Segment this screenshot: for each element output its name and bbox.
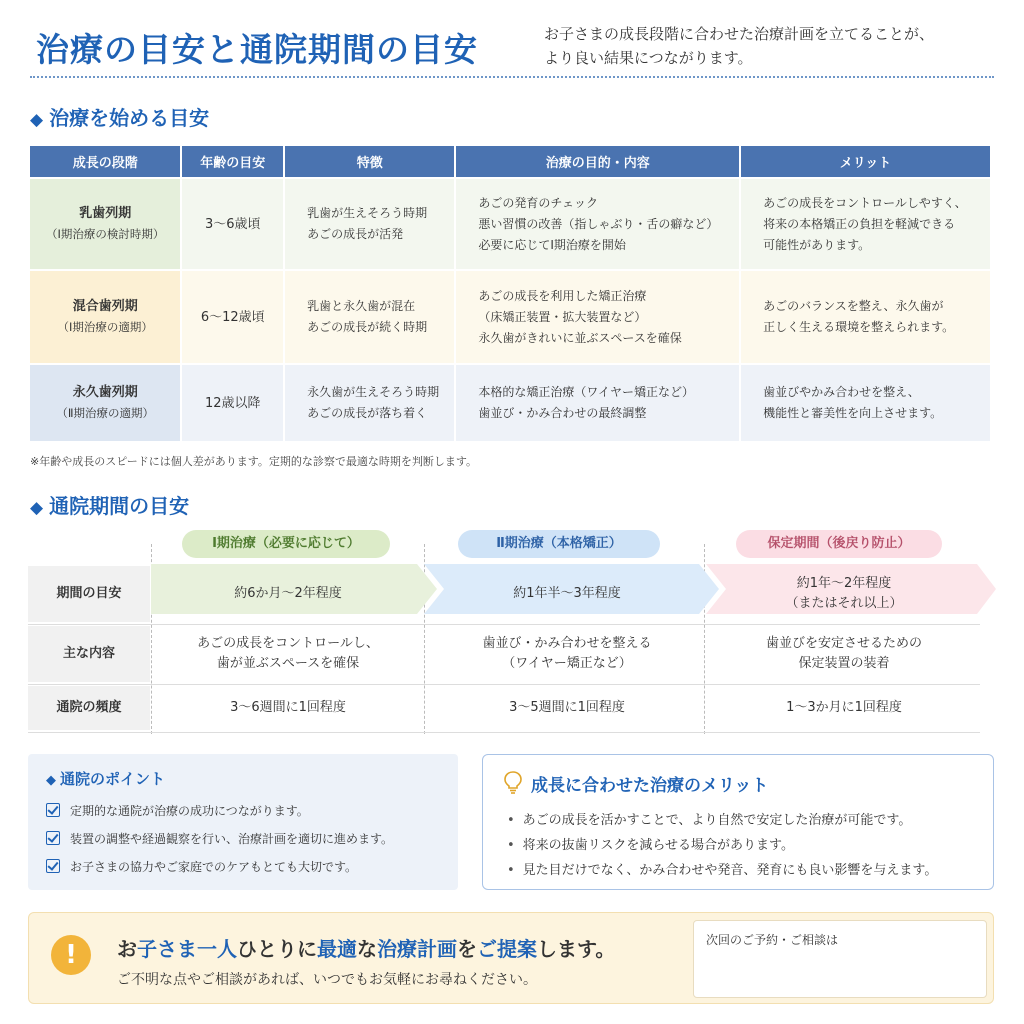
footer-text: 治療計画 bbox=[377, 937, 457, 961]
footer-text: 一人 bbox=[197, 937, 237, 961]
column-header: 成長の段階 bbox=[30, 146, 180, 177]
feature-cell: 永久歯が生えそろう時期 あごの成長が落ち着く bbox=[285, 365, 454, 441]
footer-text: ひとりに bbox=[237, 937, 317, 961]
intro-line-1: お子さまの成長段階に合わせた治療計画を立てることが、 bbox=[544, 25, 935, 43]
column-header: 特徴 bbox=[285, 146, 454, 177]
row-label-frequency: 通院の頻度 bbox=[28, 686, 150, 730]
merit-cell: あごの成長をコントロールしやすく、 将来の本格矯正の負担を軽減できる 可能性があります。 bbox=[741, 179, 990, 269]
section-title-start-text: 治療を始める目安 bbox=[49, 106, 210, 130]
footer-text: 子さま bbox=[137, 937, 197, 961]
list-item-text: 装置の調整や経過観察を行い、治療計画を適切に進めます。 bbox=[70, 832, 394, 846]
stage-sub: （Ⅰ期治療の検討時期） bbox=[46, 227, 165, 241]
section-title-period bbox=[30, 490, 189, 519]
content-phase-1: あごの成長をコントロールし、 歯が並ぶスペースを確保 bbox=[197, 636, 379, 671]
list-item-text: 定期的な通院が治療の成功につながります。 bbox=[70, 804, 309, 818]
purpose-cell: 本格的な矯正治療（ワイヤー矯正など） 歯並び・かみ合わせの最終調整 bbox=[456, 365, 739, 441]
divider bbox=[28, 684, 980, 685]
age-cell: 12歳以降 bbox=[182, 365, 283, 441]
list-item: • 将来の抜歯リスクを減らせる場合があります。 bbox=[507, 834, 794, 853]
content-phase-3: 歯並びを安定させるための 保定装置の装着 bbox=[765, 636, 922, 671]
feature-cell: 乳歯と永久歯が混在 あごの成長が続く時期 bbox=[285, 271, 454, 363]
table-row bbox=[30, 365, 990, 441]
footer-text: な bbox=[357, 937, 377, 961]
reservation-label: 次回のご予約・ご相談は bbox=[706, 933, 839, 947]
list-item: • 見た目だけでなく、かみ合わせや発音、発育にも良い影響を与えます。 bbox=[507, 859, 937, 878]
footer-subtext: ご不明な点やご相談があれば、いつでもお気軽にお尋ねください。 bbox=[117, 972, 537, 988]
list-item-text: お子さまの協力やご家庭でのケアもとても大切です。 bbox=[70, 860, 358, 874]
checkbox-icon bbox=[46, 831, 60, 845]
divider bbox=[28, 732, 980, 733]
visit-points-title bbox=[46, 768, 165, 789]
diamond-icon: ◆ bbox=[30, 498, 44, 518]
purpose-cell: あごの発育のチェック 悪い習慣の改善（指しゃぶり・舌の癖など） 必要に応じてⅠ期治療を開始 bbox=[456, 179, 739, 269]
checkbox-icon bbox=[46, 859, 60, 873]
feature-cell: 乳歯が生えそろう時期 あごの成長が活発 bbox=[285, 179, 454, 269]
table-row bbox=[30, 271, 990, 363]
table-header-row bbox=[30, 146, 990, 177]
phase-pill-3: 保定期間（後戻り防止） bbox=[736, 530, 942, 558]
merits-title: 成長に合わせた治療のメリット bbox=[531, 776, 769, 796]
checkbox-icon bbox=[46, 803, 60, 817]
visit-points-title-text: 通院のポイント bbox=[60, 770, 166, 788]
merit-cell: 歯並びやかみ合わせを整え、 機能性と審美性を向上させます。 bbox=[741, 365, 990, 441]
stage-sub: （Ⅱ期治療の適期） bbox=[56, 406, 155, 420]
duration-phase-1: 約6か月～2年程度 bbox=[234, 586, 342, 601]
list-item bbox=[46, 858, 357, 875]
section-title-start bbox=[30, 102, 209, 131]
stage-cell bbox=[30, 271, 180, 363]
footer-message bbox=[117, 933, 615, 962]
duration-phase-2: 約1年半～3年程度 bbox=[513, 586, 621, 601]
row-label-content: 主な内容 bbox=[28, 626, 150, 682]
period-timeline bbox=[28, 524, 996, 734]
visit-points-box bbox=[28, 754, 458, 890]
page-title: 治療の目安と通院期間の目安 bbox=[36, 30, 478, 69]
stage-sub: （Ⅰ期治療の適期） bbox=[57, 320, 153, 334]
section-title-period-text: 通院期間の目安 bbox=[49, 494, 190, 518]
diamond-icon: ◆ bbox=[30, 110, 44, 130]
list-item: • あごの成長を活かすことで、より自然で安定した治療が可能です。 bbox=[507, 809, 911, 828]
intro-text bbox=[544, 22, 1004, 70]
phase-pill-2: Ⅱ期治療（本格矯正） bbox=[458, 530, 660, 558]
age-cell: 6～12歳頃 bbox=[182, 271, 283, 363]
frequency-phase-2: 3～5週間に1回程度 bbox=[509, 700, 625, 715]
stage-name: 乳歯列期 bbox=[79, 206, 132, 221]
frequency-phase-3: 1～3か月に1回程度 bbox=[786, 700, 902, 715]
page-header bbox=[36, 18, 996, 80]
list-item bbox=[46, 830, 393, 847]
reservation-box[interactable] bbox=[693, 920, 987, 998]
content-phase-2: 歯並び・かみ合わせを整える （ワイヤー矯正など） bbox=[482, 636, 652, 671]
footer-text: お bbox=[117, 937, 137, 961]
footer-text: します。 bbox=[537, 937, 616, 961]
stage-cell bbox=[30, 179, 180, 269]
footer-banner bbox=[28, 912, 994, 1004]
table-row bbox=[30, 179, 990, 269]
column-header: 治療の目的・内容 bbox=[456, 146, 739, 177]
phase-pill-1: Ⅰ期治療（必要に応じて） bbox=[182, 530, 390, 558]
table-note: ※年齢や成長のスピードには個人差があります。定期的な診察で最適な時期を判断します。 bbox=[30, 455, 478, 468]
stage-name: 混合歯列期 bbox=[72, 299, 138, 314]
diamond-icon: ◆ bbox=[46, 773, 56, 788]
stage-name: 永久歯列期 bbox=[72, 385, 138, 400]
divider bbox=[28, 624, 980, 625]
frequency-phase-1: 3～6週間に1回程度 bbox=[230, 700, 346, 715]
lightbulb-icon bbox=[503, 770, 523, 794]
exclamation-icon: ! bbox=[51, 935, 91, 975]
stage-cell bbox=[30, 365, 180, 441]
footer-text: ご提案 bbox=[477, 937, 537, 961]
purpose-cell: あごの成長を利用した矯正治療 （床矯正装置・拡大装置など） 永久歯がきれいに並ぶスペースを確保 bbox=[456, 271, 739, 363]
merits-box bbox=[482, 754, 994, 890]
dotted-divider bbox=[30, 76, 994, 78]
duration-phase-3: 約1年～2年程度 （またはそれ以上） bbox=[785, 576, 903, 611]
age-cell: 3～6歳頃 bbox=[182, 179, 283, 269]
merit-cell: あごのバランスを整え、永久歯が 正しく生える環境を整えられます。 bbox=[741, 271, 990, 363]
footer-text: 最適 bbox=[317, 937, 357, 961]
row-label-duration: 期間の目安 bbox=[28, 566, 150, 622]
column-header: 年齢の目安 bbox=[182, 146, 283, 177]
column-header: メリット bbox=[741, 146, 990, 177]
footer-text: を bbox=[457, 937, 477, 961]
list-item bbox=[46, 802, 309, 819]
intro-line-2: より良い結果につながります。 bbox=[544, 49, 753, 67]
treatment-start-table bbox=[28, 144, 992, 443]
